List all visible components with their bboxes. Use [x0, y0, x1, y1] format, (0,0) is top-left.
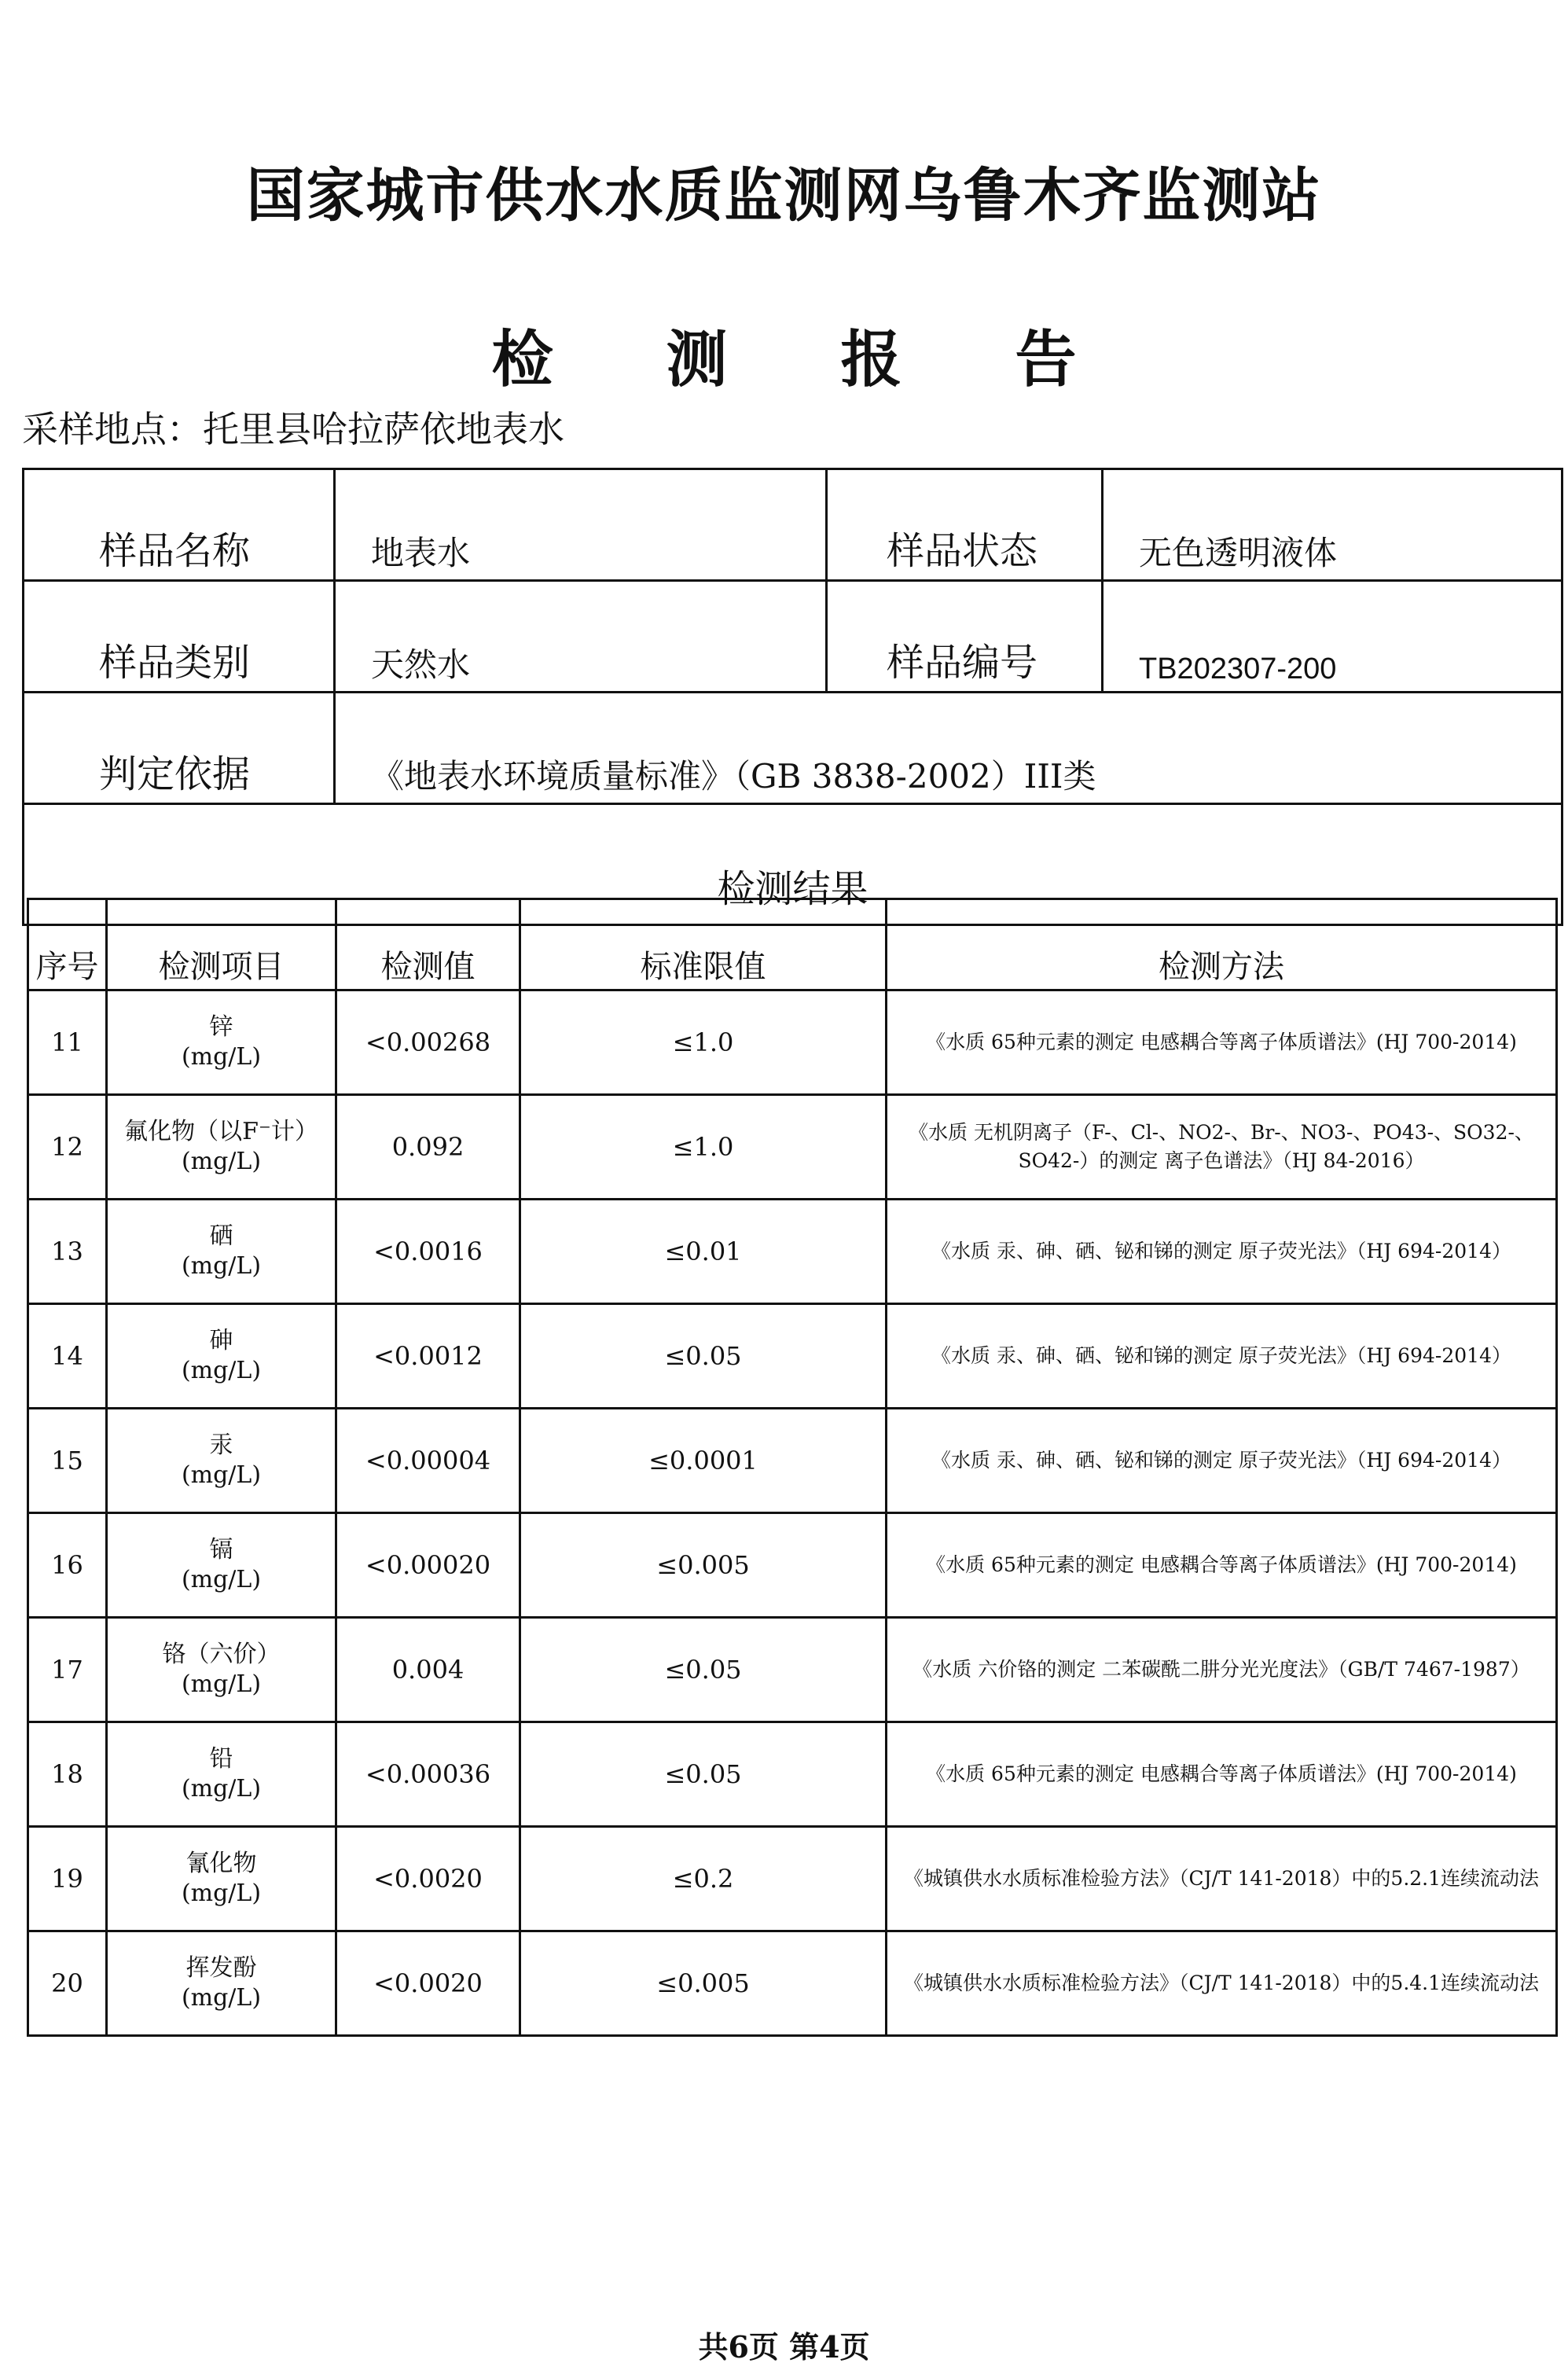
row-item	[107, 1304, 336, 1409]
row-value: <0.00036	[336, 1722, 520, 1827]
row-seq: 19	[28, 1827, 107, 1931]
results-header-row	[28, 899, 1557, 990]
item-unit: (mg/L)	[181, 1566, 262, 1593]
sample-state-value: 无色透明液体	[1103, 469, 1562, 581]
item-name: 锌	[209, 1013, 233, 1041]
table-row	[28, 1722, 1557, 1827]
row-limit: ≤1.0	[520, 990, 887, 1095]
row-seq: 12	[28, 1095, 107, 1200]
row-item	[107, 1618, 336, 1722]
row-limit: ≤0.005	[520, 1513, 887, 1618]
page-indicator: 共6页 第4页	[698, 2329, 870, 2365]
row-method: 《城镇供水水质标准检验方法》（CJ/T 141-2018）中的5.2.1连续流动法	[887, 1827, 1557, 1931]
row-method: 《水质 65种元素的测定 电感耦合等离子体质谱法》(HJ 700-2014)	[887, 1513, 1557, 1618]
row-value: <0.0020	[336, 1827, 520, 1931]
item-unit: (mg/L)	[181, 1880, 262, 1907]
item-name: 汞	[209, 1431, 233, 1459]
results-title: 检测结果	[24, 804, 1562, 925]
sampling-location: 采样地点：托里县哈拉萨依地表水	[22, 408, 564, 450]
row-value: <0.0020	[336, 1931, 520, 2036]
info-row	[24, 469, 1562, 581]
row-value: <0.0012	[336, 1304, 520, 1409]
sample-number-value: TB202307-200	[1103, 581, 1562, 693]
item-name: 挥发酚	[185, 1954, 257, 1982]
row-value: <0.00004	[336, 1409, 520, 1513]
row-item	[107, 1827, 336, 1931]
item-unit: (mg/L)	[181, 1461, 262, 1489]
header-item: 检测项目	[107, 899, 336, 990]
item-unit: (mg/L)	[181, 1670, 262, 1698]
item-name: 硒	[209, 1222, 233, 1250]
row-limit: ≤0.2	[520, 1827, 887, 1931]
item-name: 镉	[209, 1536, 233, 1564]
report-title	[0, 311, 1568, 399]
row-method: 《水质 无机阴离子（F-、Cl-、NO2-、Br-、NO3-、PO43-、SO32-、SO42-）的测定 离子色谱法》（HJ 84-2016）	[887, 1095, 1557, 1200]
header-value: 检测值	[336, 899, 520, 990]
row-method: 《城镇供水水质标准检验方法》（CJ/T 141-2018）中的5.4.1连续流动法	[887, 1931, 1557, 2036]
header-limit: 标准限值	[520, 899, 887, 990]
item-name: 铬（六价）	[162, 1641, 281, 1668]
report-title-char: 告	[1015, 325, 1077, 395]
item-name: 氰化物	[185, 1850, 257, 1877]
row-seq: 15	[28, 1409, 107, 1513]
row-value: <0.00020	[336, 1513, 520, 1618]
table-row	[28, 1200, 1557, 1304]
table-row	[28, 1931, 1557, 2036]
basis-value: 《地表水环境质量标准》（GB 3838-2002）III类	[335, 693, 1562, 804]
row-limit: ≤0.05	[520, 1722, 887, 1827]
row-limit: ≤0.01	[520, 1200, 887, 1304]
row-item	[107, 1722, 336, 1827]
row-value: <0.00268	[336, 990, 520, 1095]
info-row	[24, 693, 1562, 804]
row-value: <0.0016	[336, 1200, 520, 1304]
item-unit: (mg/L)	[181, 1252, 262, 1280]
row-value: 0.092	[336, 1095, 520, 1200]
row-method: 《水质 六价铬的测定 二苯碳酰二肼分光光度法》（GB/T 7467-1987）	[887, 1618, 1557, 1722]
row-method: 《水质 汞、砷、硒、铋和锑的测定 原子荧光法》（HJ 694-2014）	[887, 1304, 1557, 1409]
row-limit: ≤0.05	[520, 1304, 887, 1409]
organization-title: 国家城市供水水质监测网乌鲁木齐监测站	[246, 162, 1322, 230]
table-row	[28, 1304, 1557, 1409]
basis-label: 判定依据	[24, 693, 335, 804]
row-seq: 11	[28, 990, 107, 1095]
row-limit: ≤0.05	[520, 1618, 887, 1722]
row-item	[107, 1513, 336, 1618]
sample-state-label: 样品状态	[827, 469, 1103, 581]
row-seq: 16	[28, 1513, 107, 1618]
table-row	[28, 1618, 1557, 1722]
report-title-char: 测	[666, 325, 728, 395]
row-method: 《水质 汞、砷、硒、铋和锑的测定 原子荧光法》（HJ 694-2014）	[887, 1409, 1557, 1513]
header-method: 检测方法	[887, 899, 1557, 990]
sample-info-table	[22, 468, 1563, 926]
row-limit: ≤1.0	[520, 1095, 887, 1200]
row-seq: 18	[28, 1722, 107, 1827]
row-method: 《水质 65种元素的测定 电感耦合等离子体质谱法》(HJ 700-2014)	[887, 990, 1557, 1095]
table-row	[28, 990, 1557, 1095]
item-unit: (mg/L)	[181, 1775, 262, 1803]
item-unit: (mg/L)	[181, 1148, 262, 1175]
row-item	[107, 1095, 336, 1200]
row-seq: 20	[28, 1931, 107, 2036]
table-row	[28, 1095, 1557, 1200]
table-row	[28, 1513, 1557, 1618]
row-item	[107, 1409, 336, 1513]
table-row	[28, 1409, 1557, 1513]
row-seq: 17	[28, 1618, 107, 1722]
sample-category-value: 天然水	[335, 581, 827, 693]
report-title-char: 检	[491, 325, 553, 395]
row-value: 0.004	[336, 1618, 520, 1722]
row-limit: ≤0.005	[520, 1931, 887, 2036]
item-unit: (mg/L)	[181, 1357, 262, 1384]
item-unit: (mg/L)	[181, 1984, 262, 2012]
sample-name-value: 地表水	[335, 469, 827, 581]
row-item	[107, 1931, 336, 2036]
row-seq: 14	[28, 1304, 107, 1409]
item-name: 砷	[209, 1327, 233, 1354]
header-seq: 序号	[28, 899, 107, 990]
row-method: 《水质 65种元素的测定 电感耦合等离子体质谱法》(HJ 700-2014)	[887, 1722, 1557, 1827]
table-row	[28, 1827, 1557, 1931]
row-seq: 13	[28, 1200, 107, 1304]
row-limit: ≤0.0001	[520, 1409, 887, 1513]
sample-name-label: 样品名称	[24, 469, 335, 581]
sample-number-label: 样品编号	[827, 581, 1103, 693]
item-name: 铅	[209, 1745, 233, 1773]
row-method: 《水质 汞、砷、硒、铋和锑的测定 原子荧光法》（HJ 694-2014）	[887, 1200, 1557, 1304]
results-table	[27, 898, 1558, 2037]
item-name: 氟化物（以F⁻计）	[124, 1118, 318, 1145]
info-row	[24, 581, 1562, 693]
report-title-char: 报	[840, 325, 902, 395]
sample-category-label: 样品类别	[24, 581, 335, 693]
item-unit: (mg/L)	[181, 1043, 262, 1071]
row-item	[107, 1200, 336, 1304]
row-item	[107, 990, 336, 1095]
